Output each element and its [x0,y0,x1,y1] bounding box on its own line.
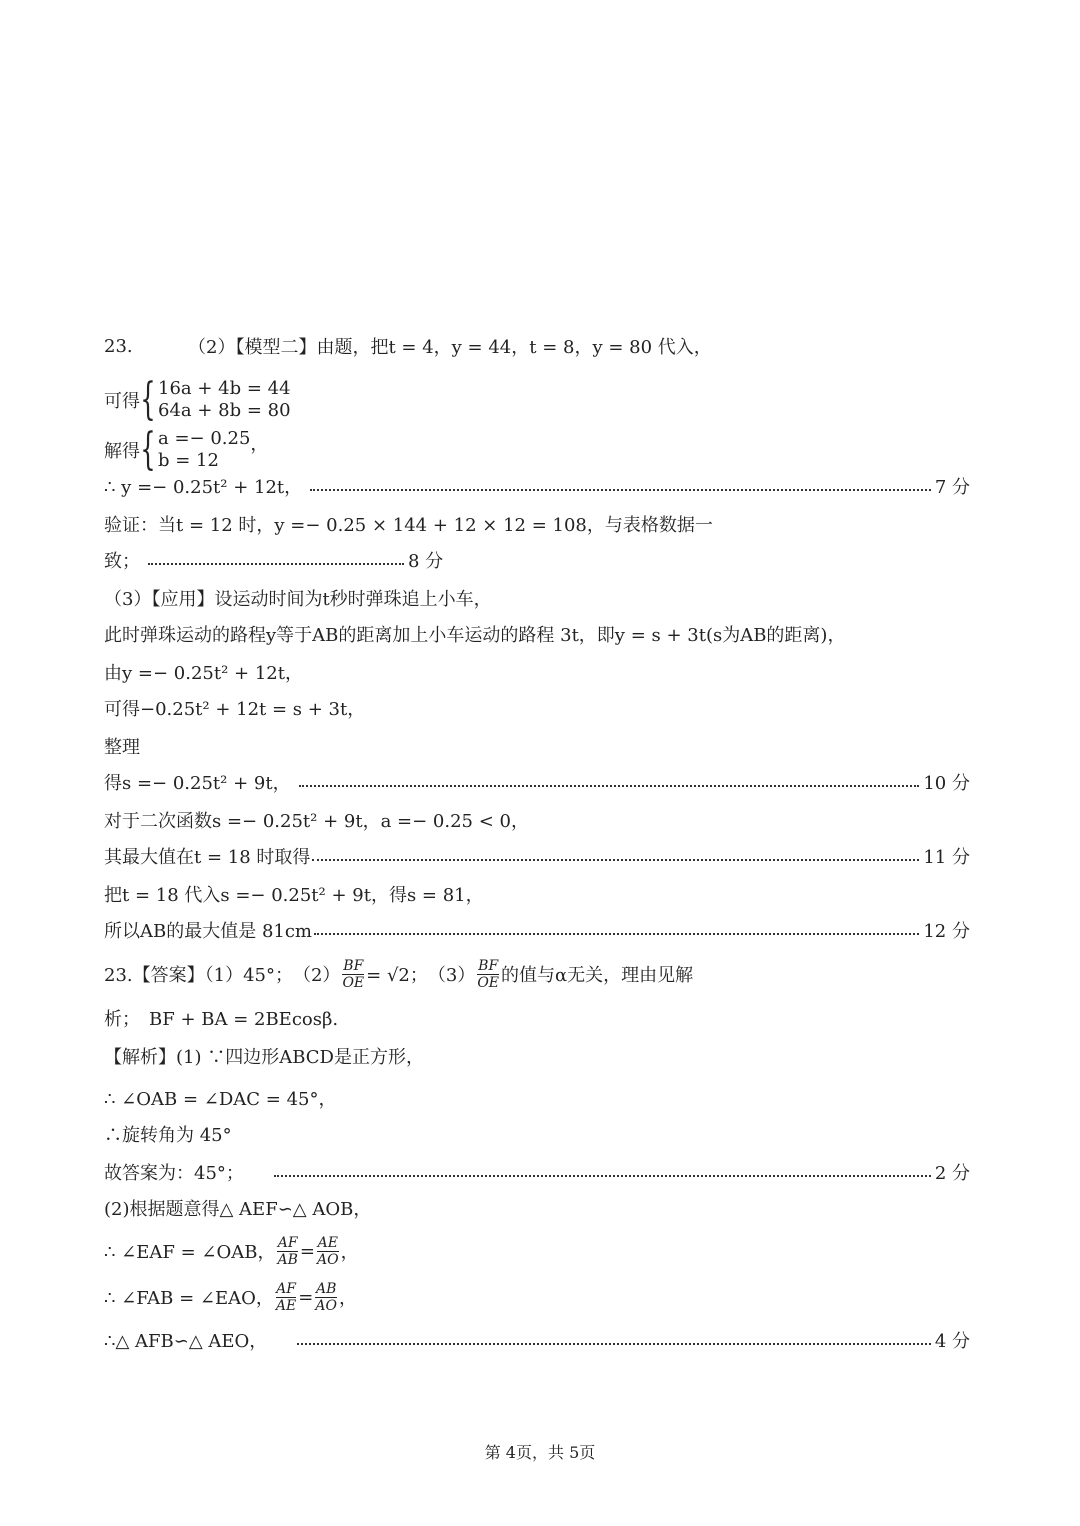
line-text: 致； [104,551,140,572]
line-text: ∴△ AFB∽△ AEO， [104,1331,268,1352]
line-get [104,694,970,722]
line-angle [104,1084,970,1112]
equals-sign: = [298,1286,314,1308]
score-label: 4 分 [934,1331,970,1352]
line-prefix: 解得 [104,441,140,462]
fraction-numerator: AE [317,1234,338,1251]
dot-leader [148,549,404,565]
line-part3 [104,584,970,612]
dot-leader [314,919,919,935]
line-analysis [104,1042,970,1070]
line-text: （3）【应用】设运动时间为t秒时弹珠追上小车， [104,589,492,610]
line-suffix: ， [338,1288,357,1309]
equation-system [140,374,291,425]
line-rotation [104,1120,970,1148]
question-number: 23. [104,335,133,357]
score-label: 10 分 [923,773,970,794]
line-path [104,620,970,648]
score-label: 11 分 [923,847,970,868]
line-equation-system-1 [104,374,970,425]
dot-leader [274,1161,931,1177]
dot-leader [299,771,920,787]
line-text: 此时弹珠运动的路程y等于AB的距离加上小车运动的路程 3t，即y = s + 3t(s为AB的距离)， [104,625,846,646]
line-equation-system-2 [104,424,970,475]
line-text: 可得−0.25t² + 12t = s + 3t， [104,699,366,720]
equals-sign: = [299,1240,315,1262]
brace-symbol: { [140,374,156,425]
fraction [477,958,499,991]
line-score-8 [104,546,970,574]
fraction-denominator: OE [342,974,365,991]
line-score-11 [104,842,970,870]
line-text: 23.【答案】（1）45°； （2） [104,965,341,986]
line-score-10 [104,768,970,796]
fraction-denominator: AO [315,1297,337,1314]
line-text: 由y =− 0.25t² + 12t， [104,663,303,684]
line-substitute [104,880,970,908]
fraction [277,1235,297,1268]
line-text: （2）【模型二】由题，把t = 4，y = 44，t = 8，y = 80 代入， [188,337,712,358]
score-label: 2 分 [934,1163,970,1184]
equation: 64a + 8b = 80 [158,400,291,421]
line-text: ∴ y =− 0.25t² + 12t， [104,477,303,498]
fraction-denominator: AO [316,1251,339,1268]
line-text: = √2； （3） [366,965,476,986]
line-text: 【解析】(1) ∵四边形ABCD是正方形， [104,1047,424,1068]
line-text: ∴ ∠FAB = ∠EAO， [104,1288,274,1309]
fraction-numerator: AF [277,1234,298,1251]
line-verify [104,510,970,538]
line-text: 验证：当t = 12 时，y =− 0.25 × 144 + 12 × 12 = 108，与表格数据一 [104,515,713,536]
fraction [315,1281,337,1314]
equation: 16a + 4b = 44 [158,378,291,399]
fraction [342,958,364,991]
line-prefix: 可得 [104,391,140,412]
line-answer [104,956,970,992]
line-text: 的值与α无关，理由见解 [501,965,694,986]
line-text: 析； BF + BA = 2BEcosβ. [104,1009,339,1030]
line-reason [104,1004,970,1032]
fraction-denominator: AE [275,1297,297,1314]
line-text: 整理 [104,737,140,758]
fraction [276,1281,296,1314]
dot-leader [297,1329,931,1345]
fraction-numerator: BF [478,957,499,974]
brace-symbol: { [140,424,156,475]
fraction-numerator: AB [315,1280,337,1297]
fraction-denominator: AB [277,1251,298,1268]
line-text: ∴ ∠EAF = ∠OAB， [104,1242,276,1263]
line-quadratic [104,806,970,834]
line-text: 得s =− 0.25t² + 9t， [104,773,291,794]
equation-system [140,424,251,475]
equation: a =− 0.25 [158,428,251,449]
line-score-7 [104,472,970,500]
line-suffix: ， [250,434,269,455]
fraction [317,1235,339,1268]
fraction-denominator: OE [477,974,500,991]
dot-leader [310,475,931,491]
line-arrange [104,732,970,760]
line-from [104,658,970,686]
line-score-4 [104,1326,970,1354]
line-suffix: ， [340,1242,359,1263]
line-text: ∴ ∠OAB = ∠DAC = 45°， [104,1089,337,1110]
page-footer: 第 4页，共 5页 [484,1443,596,1462]
line-ratio-2 [104,1278,970,1316]
line-ratio-1 [104,1232,970,1270]
line-text: 其最大值在t = 18 时取得 [104,847,311,868]
score-label: 8 分 [408,551,444,572]
line-text: ∴旋转角为 45° [104,1125,232,1146]
dot-leader [312,845,919,861]
score-label: 12 分 [923,921,970,942]
score-label: 7 分 [934,477,970,498]
line-text: (2)根据题意得△ AEF∽△ AOB， [104,1199,372,1220]
fraction-numerator: AF [276,1280,296,1297]
fraction-numerator: BF [343,957,364,974]
equation: b = 12 [158,450,219,471]
line-score-2 [104,1158,970,1186]
line-text: 把t = 18 代入s =− 0.25t² + 9t，得s = 81， [104,885,484,906]
line-text: 故答案为：45°； [104,1163,244,1184]
line-text: 对于二次函数s =− 0.25t² + 9t，a =− 0.25 < 0， [104,811,529,832]
line-text: 所以AB的最大值是 81cm [104,921,313,942]
line-score-12 [104,916,970,944]
line-similar [104,1194,970,1222]
line-23-part2 [104,332,970,360]
